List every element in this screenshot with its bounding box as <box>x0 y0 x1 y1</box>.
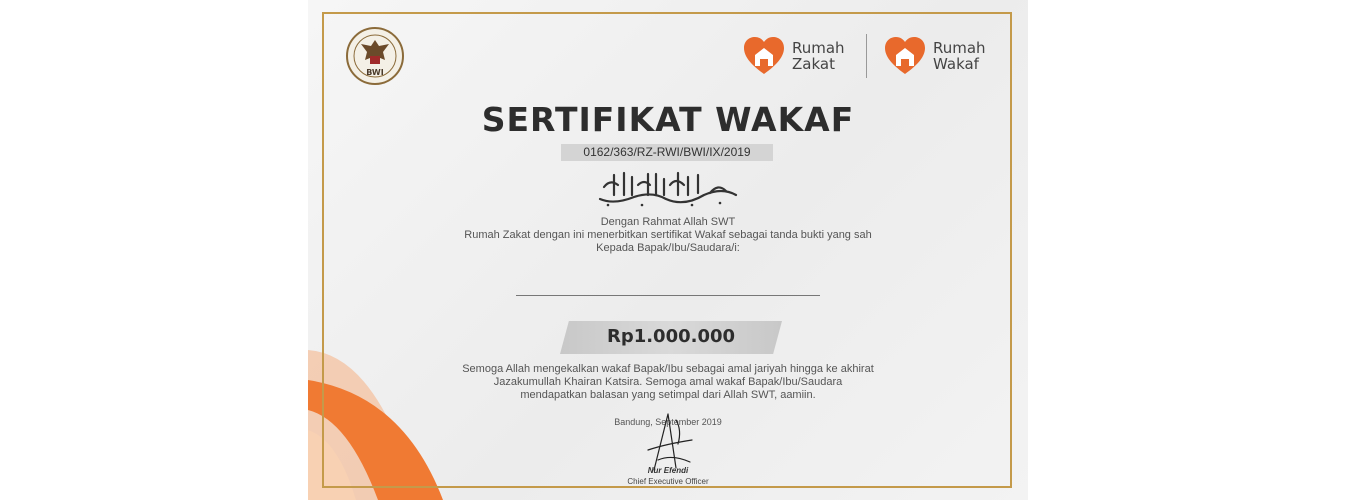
recipient-name-line <box>516 295 820 296</box>
wakaf-brand-line1: Rumah <box>933 39 986 57</box>
heart-house-icon <box>742 36 786 76</box>
wakaf-amount: Rp1.000.000 <box>606 326 736 347</box>
zakat-brand-line1: Rumah <box>792 39 845 57</box>
certificate-title: SERTIFIKAT WAKAF <box>481 100 855 139</box>
brand-divider <box>866 34 867 78</box>
seal-bwi-text: BWI <box>366 68 384 77</box>
heart-house-icon <box>883 36 927 76</box>
rumah-zakat-logo <box>742 36 845 76</box>
signer-name: Nur Efendi <box>647 466 689 475</box>
intro-line-3: Kepada Bapak/Ibu/Saudara/i: <box>596 242 740 254</box>
certificate-number: 0162/363/RZ-RWI/BWI/IX/2019 <box>561 144 773 161</box>
place-date: Bandung, September 2019 <box>614 417 722 427</box>
closing-line-2: Jazakumullah Khairan Katsira. Semoga amal wakaf Bapak/Ibu/Saudara <box>493 376 843 388</box>
basmala-calligraphy-icon <box>594 165 742 211</box>
closing-text <box>308 363 1028 402</box>
closing-line-1: Semoga Allah mengekalkan wakaf Bapak/Ibu sebagai amal jariyah hingga ke akhirat <box>462 363 874 375</box>
wakaf-certificate <box>308 0 1028 500</box>
intro-line-1: Dengan Rahmat Allah SWT <box>600 216 736 228</box>
bwi-garuda-seal-icon <box>345 26 405 86</box>
zakat-brand-line2: Zakat <box>792 55 835 73</box>
signer-title: Chief Executive Officer <box>627 477 709 486</box>
closing-line-3: mendapatkan balasan yang setimpal dari Allah SWT, aamiin. <box>520 389 816 401</box>
rumah-wakaf-logo <box>883 36 986 76</box>
wakaf-brand-line2: Wakaf <box>933 55 979 73</box>
intro-line-2: Rumah Zakat dengan ini menerbitkan sertifikat Wakaf sebagai tanda bukti yang sah <box>464 229 872 241</box>
intro-text <box>308 216 1028 255</box>
